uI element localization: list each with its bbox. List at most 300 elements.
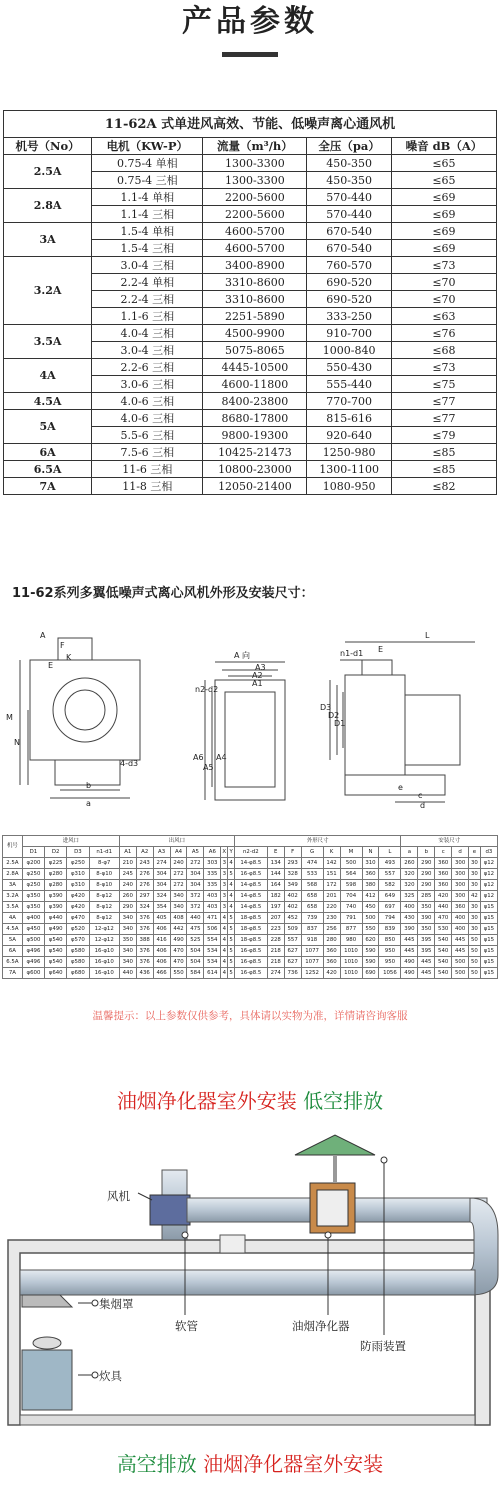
dims-cell: 340 bbox=[119, 924, 136, 935]
spec-cell: 770-700 bbox=[307, 393, 392, 410]
dims-cell: 4 bbox=[228, 880, 235, 891]
dims-cell: φ470 bbox=[67, 913, 89, 924]
spec-row bbox=[4, 478, 497, 495]
dims-cell: 554 bbox=[204, 935, 221, 946]
dims-col-header: N bbox=[362, 847, 379, 858]
dims-col-header: D1 bbox=[22, 847, 44, 858]
fan-housing-side bbox=[345, 675, 405, 775]
dims-cell: 590 bbox=[362, 957, 379, 968]
dims-col-header: D2 bbox=[45, 847, 67, 858]
dims-cell: 8-φ10 bbox=[89, 869, 119, 880]
dims-cell: 740 bbox=[340, 902, 362, 913]
dims-col-header: E bbox=[267, 847, 284, 858]
dims-cell: 5 bbox=[228, 913, 235, 924]
dims-cell: 400 bbox=[452, 924, 469, 935]
dims-cell: 406 bbox=[153, 924, 170, 935]
dims-cell: 540 bbox=[435, 957, 452, 968]
dims-cell: 400 bbox=[452, 913, 469, 924]
spec-cell: 11-8 三相 bbox=[92, 478, 203, 495]
spec-cell: ≤77 bbox=[391, 393, 496, 410]
dims-cell: 4A bbox=[3, 913, 23, 924]
spec-cell: 12050-21400 bbox=[203, 478, 307, 495]
installation-diagram bbox=[0, 1125, 500, 1445]
stove bbox=[22, 1350, 72, 1410]
dims-cell: 8-φ7 bbox=[89, 858, 119, 869]
spec-cell: 670-540 bbox=[307, 223, 392, 240]
dims-cell: 470 bbox=[435, 913, 452, 924]
dim-label-D1: D1 bbox=[334, 719, 346, 728]
dims-cell: 276 bbox=[136, 869, 153, 880]
spec-cell: ≤69 bbox=[391, 223, 496, 240]
spec-cell: 4.0-6 三相 bbox=[92, 393, 203, 410]
spec-cell: ≤79 bbox=[391, 427, 496, 444]
dims-cell: 950 bbox=[379, 957, 401, 968]
dims-cell: 598 bbox=[340, 880, 362, 891]
dims-cell: φ390 bbox=[45, 891, 67, 902]
dims-cell: φ15 bbox=[480, 902, 497, 913]
dims-cell: 620 bbox=[362, 935, 379, 946]
spec-row bbox=[4, 223, 497, 240]
dims-cell: φ250 bbox=[22, 869, 44, 880]
dims-cell: 14-φ8.5 bbox=[234, 891, 267, 902]
spec-cell: 1300-3300 bbox=[203, 155, 307, 172]
dims-cell: 4 bbox=[221, 957, 228, 968]
dims-cell: 4 bbox=[221, 913, 228, 924]
fan-housing-front bbox=[30, 660, 140, 760]
dims-cell: 18-φ8.5 bbox=[234, 924, 267, 935]
dims-cell: 403 bbox=[204, 902, 221, 913]
dim-label-L: L bbox=[425, 631, 430, 640]
rain-cap bbox=[295, 1135, 375, 1155]
dims-cell: φ15 bbox=[480, 913, 497, 924]
dim-label-A3: A3 bbox=[255, 663, 266, 672]
dim-label-D2: D2 bbox=[328, 711, 340, 720]
dims-cell: 402 bbox=[284, 891, 301, 902]
dims-cell: 534 bbox=[204, 946, 221, 957]
spec-cell: 1250-980 bbox=[307, 444, 392, 461]
dims-cell: 340 bbox=[119, 913, 136, 924]
dims-cell: φ496 bbox=[22, 957, 44, 968]
dims-cell: 164 bbox=[267, 880, 284, 891]
dims-cell: 8-φ10 bbox=[89, 880, 119, 891]
dims-cell: 30 bbox=[469, 880, 481, 891]
dims-cell: φ390 bbox=[45, 902, 67, 913]
dims-cell: φ400 bbox=[22, 913, 44, 924]
dims-cell: φ12 bbox=[480, 869, 497, 880]
dims-cell: 530 bbox=[435, 924, 452, 935]
dims-col-header: n1-d1 bbox=[89, 847, 119, 858]
spec-cell: 1000-840 bbox=[307, 342, 392, 359]
spec-cell: 4600-5700 bbox=[203, 240, 307, 257]
spec-cell: 3.0-6 三相 bbox=[92, 376, 203, 393]
spec-cell: 4.0-4 三相 bbox=[92, 325, 203, 342]
spec-cell: 0.75-4 三相 bbox=[92, 172, 203, 189]
spec-cell: 9800-19300 bbox=[203, 427, 307, 444]
spec-cell: 450-350 bbox=[307, 155, 392, 172]
dim-label-N: N bbox=[14, 738, 20, 747]
dims-cell: φ420 bbox=[67, 891, 89, 902]
dims-cell: 14-φ8.5 bbox=[234, 858, 267, 869]
dims-cell: 1252 bbox=[301, 968, 323, 979]
spec-cell: 760-570 bbox=[307, 257, 392, 274]
dims-cell: 584 bbox=[187, 968, 204, 979]
spec-row bbox=[4, 257, 497, 274]
spec-col-header: 电机（KW-P） bbox=[92, 138, 203, 155]
spec-cell: 3.0-4 三相 bbox=[92, 257, 203, 274]
dims-cell: 304 bbox=[153, 869, 170, 880]
dims-cell: 245 bbox=[119, 869, 136, 880]
dims-cell: 349 bbox=[284, 880, 301, 891]
spec-cell: 4600-5700 bbox=[203, 223, 307, 240]
section-dimensions-title: 11-62系列多翼低噪声式离心风机外形及安装尺寸： bbox=[12, 586, 314, 601]
spec-cell: 1300-1100 bbox=[307, 461, 392, 478]
dims-cell: φ490 bbox=[45, 924, 67, 935]
spec-cell: 5075-8065 bbox=[203, 342, 307, 359]
dims-cell: 430 bbox=[401, 913, 418, 924]
dims-cell: 390 bbox=[401, 924, 418, 935]
spec-cell: 8680-17800 bbox=[203, 410, 307, 427]
dims-cell: 440 bbox=[119, 968, 136, 979]
impeller-circle bbox=[53, 678, 117, 742]
dim-label-D3: D3 bbox=[320, 703, 332, 712]
dims-cell: 8-φ12 bbox=[89, 902, 119, 913]
dims-cell: 340 bbox=[119, 946, 136, 957]
spec-cell: 3310-8600 bbox=[203, 291, 307, 308]
dims-col-header: A6 bbox=[204, 847, 221, 858]
dims-cell: 360 bbox=[323, 946, 340, 957]
dims-cell: 210 bbox=[119, 858, 136, 869]
spec-cell: 1300-3300 bbox=[203, 172, 307, 189]
spec-cell: 450-350 bbox=[307, 172, 392, 189]
caption-top-green: 低空排放 bbox=[303, 1089, 384, 1113]
label-rain-device: 防雨装置 bbox=[360, 1339, 406, 1353]
dims-group-header: 安装尺寸 bbox=[401, 836, 498, 847]
spec-cell: 8400-23800 bbox=[203, 393, 307, 410]
dims-cell: 12-φ12 bbox=[89, 924, 119, 935]
dims-cell: 220 bbox=[323, 902, 340, 913]
dims-col-header: K bbox=[323, 847, 340, 858]
dims-cell: 360 bbox=[435, 880, 452, 891]
dims-cell: 197 bbox=[267, 902, 284, 913]
dims-cell: 30 bbox=[469, 924, 481, 935]
dims-cell: 256 bbox=[323, 924, 340, 935]
dims-cell: 320 bbox=[401, 869, 418, 880]
base-side bbox=[345, 775, 445, 795]
dims-cell: 300 bbox=[452, 869, 469, 880]
dims-cell: 794 bbox=[379, 913, 401, 924]
spec-model-no: 6.5A bbox=[4, 461, 92, 478]
spec-cell: 690-520 bbox=[307, 291, 392, 308]
dims-cell: 490 bbox=[401, 968, 418, 979]
spec-cell: ≤70 bbox=[391, 274, 496, 291]
spec-title-row bbox=[4, 111, 497, 138]
spec-model-no: 7A bbox=[4, 478, 92, 495]
dim-label-A4: A4 bbox=[216, 753, 227, 762]
dims-cell: 564 bbox=[340, 869, 362, 880]
dims-header-row bbox=[3, 847, 498, 858]
dims-cell: 540 bbox=[435, 968, 452, 979]
dims-cell: 3 bbox=[221, 902, 228, 913]
spec-cell: 1.1-6 三相 bbox=[92, 308, 203, 325]
dims-cell: φ350 bbox=[22, 891, 44, 902]
dims-cell: 533 bbox=[301, 869, 323, 880]
dims-cell: 290 bbox=[418, 880, 435, 891]
dims-cell: 300 bbox=[452, 880, 469, 891]
dims-cell: 420 bbox=[323, 968, 340, 979]
dims-cell: 839 bbox=[379, 924, 401, 935]
dims-cell: φ680 bbox=[67, 968, 89, 979]
dims-cell: 1010 bbox=[340, 968, 362, 979]
dims-cell: 736 bbox=[284, 968, 301, 979]
spec-cell: 920-640 bbox=[307, 427, 392, 444]
dims-cell: 4 bbox=[221, 935, 228, 946]
dims-cell: 918 bbox=[301, 935, 323, 946]
dims-cell: φ280 bbox=[45, 880, 67, 891]
dims-cell: 50 bbox=[469, 946, 481, 957]
dims-group-header: 外形尺寸 bbox=[234, 836, 401, 847]
motor-side bbox=[405, 695, 460, 765]
dims-cell: 408 bbox=[170, 913, 187, 924]
dims-cell: φ12 bbox=[480, 891, 497, 902]
dims-col-header: G bbox=[301, 847, 323, 858]
spec-cell: 10425-21473 bbox=[203, 444, 307, 461]
dims-cell: 5A bbox=[3, 935, 23, 946]
dims-cell: 445 bbox=[418, 968, 435, 979]
dims-cell: 18-φ8.5 bbox=[234, 913, 267, 924]
dims-cell: 412 bbox=[362, 891, 379, 902]
dims-cell: 452 bbox=[284, 913, 301, 924]
dims-cell: 380 bbox=[362, 880, 379, 891]
spec-cell: 1.5-4 三相 bbox=[92, 240, 203, 257]
dims-col-header: A3 bbox=[153, 847, 170, 858]
dims-cell: 304 bbox=[187, 869, 204, 880]
dims-cell: 950 bbox=[379, 946, 401, 957]
dims-cell: 403 bbox=[204, 891, 221, 902]
dims-cell: φ250 bbox=[22, 880, 44, 891]
dims-cell: φ350 bbox=[22, 902, 44, 913]
caption-bottom-green: 高空排放 bbox=[116, 1452, 197, 1476]
dims-cell: φ310 bbox=[67, 880, 89, 891]
dims-group-row bbox=[3, 836, 498, 847]
dims-cell: 445 bbox=[418, 957, 435, 968]
spec-cell: 1.5-4 单相 bbox=[92, 223, 203, 240]
dim-label-K: K bbox=[66, 653, 72, 662]
caption-top-red: 油烟净化器室外安装 bbox=[116, 1089, 297, 1113]
dims-cell: φ420 bbox=[67, 902, 89, 913]
dims-cell: 390 bbox=[418, 913, 435, 924]
dims-cell: 16-φ8.5 bbox=[234, 869, 267, 880]
dims-cell: 557 bbox=[284, 935, 301, 946]
dims-col-header: a bbox=[401, 847, 418, 858]
dims-cell: 471 bbox=[204, 913, 221, 924]
dims-cell: φ225 bbox=[45, 858, 67, 869]
spec-cell: 1.1-4 三相 bbox=[92, 206, 203, 223]
dim-label-A6: A6 bbox=[193, 753, 204, 762]
dims-cell: φ540 bbox=[45, 946, 67, 957]
dims-cell: 18-φ8.5 bbox=[234, 935, 267, 946]
dims-cell: 504 bbox=[187, 946, 204, 957]
dims-cell: 376 bbox=[136, 946, 153, 957]
spec-cell: ≤70 bbox=[391, 291, 496, 308]
dims-cell: 400 bbox=[401, 902, 418, 913]
spec-cell: ≤73 bbox=[391, 359, 496, 376]
dims-cell: 30 bbox=[469, 902, 481, 913]
dims-col-header: b bbox=[418, 847, 435, 858]
dims-cell: 5 bbox=[228, 924, 235, 935]
spec-cell: 815-616 bbox=[307, 410, 392, 427]
spec-header-row bbox=[4, 138, 497, 155]
spec-cell: ≤75 bbox=[391, 376, 496, 393]
dims-col-header: A1 bbox=[119, 847, 136, 858]
dims-cell: 350 bbox=[418, 902, 435, 913]
dims-cell: 627 bbox=[284, 957, 301, 968]
spec-cell: 690-520 bbox=[307, 274, 392, 291]
dims-cell: 470 bbox=[170, 946, 187, 957]
dims-cell: 50 bbox=[469, 968, 481, 979]
dims-cell: φ15 bbox=[480, 957, 497, 968]
spec-model-no: 3.2A bbox=[4, 257, 92, 325]
dims-cell: 445 bbox=[452, 935, 469, 946]
dims-cell: 697 bbox=[379, 902, 401, 913]
dims-row bbox=[3, 902, 498, 913]
dims-cell: 416 bbox=[153, 935, 170, 946]
spec-cell: 4445-10500 bbox=[203, 359, 307, 376]
dims-cell: 445 bbox=[401, 946, 418, 957]
dims-cell: 335 bbox=[204, 880, 221, 891]
dims-cell: 272 bbox=[170, 880, 187, 891]
dims-cell: 350 bbox=[418, 924, 435, 935]
dims-cell: φ280 bbox=[45, 869, 67, 880]
dims-cell: 445 bbox=[401, 935, 418, 946]
spec-cell: 555-440 bbox=[307, 376, 392, 393]
dims-cell: 240 bbox=[170, 858, 187, 869]
dims-cell: 614 bbox=[204, 968, 221, 979]
spec-row bbox=[4, 444, 497, 461]
dims-cell: 490 bbox=[401, 957, 418, 968]
dims-col-header: n2-d2 bbox=[234, 847, 267, 858]
spec-cell: ≤76 bbox=[391, 325, 496, 342]
spec-row bbox=[4, 410, 497, 427]
dims-cell: 290 bbox=[119, 902, 136, 913]
dims-cell: 649 bbox=[379, 891, 401, 902]
dims-cell: φ580 bbox=[67, 957, 89, 968]
spec-col-header: 机号（No） bbox=[4, 138, 92, 155]
dims-cell: 4 bbox=[228, 891, 235, 902]
dims-cell: 376 bbox=[136, 913, 153, 924]
dims-cell: 4 bbox=[221, 968, 228, 979]
caption-bottom-red: 油烟净化器室外安装 bbox=[203, 1452, 384, 1476]
spec-cell: 2.2-4 单相 bbox=[92, 274, 203, 291]
dims-cell: 540 bbox=[435, 935, 452, 946]
spec-model-no: 3A bbox=[4, 223, 92, 257]
dims-col-header: A4 bbox=[170, 847, 187, 858]
page-title: 产品参数 bbox=[182, 4, 318, 39]
spec-model-no: 2.5A bbox=[4, 155, 92, 189]
spec-cell: 1.1-4 单相 bbox=[92, 189, 203, 206]
dims-col-header: 机号 bbox=[3, 836, 23, 858]
dims-cell: φ496 bbox=[22, 946, 44, 957]
spec-col-header: 噪音 dB（A） bbox=[391, 138, 496, 155]
dims-cell: 500 bbox=[452, 957, 469, 968]
dims-cell: 50 bbox=[469, 957, 481, 968]
dims-cell: 201 bbox=[323, 891, 340, 902]
spec-cell: ≤65 bbox=[391, 155, 496, 172]
dims-cell: 1077 bbox=[301, 946, 323, 957]
dim-label-A1: A1 bbox=[252, 679, 263, 688]
dims-cell: 16-φ10 bbox=[89, 957, 119, 968]
dims-cell: 172 bbox=[323, 880, 340, 891]
dims-cell: 300 bbox=[452, 891, 469, 902]
dims-row bbox=[3, 924, 498, 935]
dims-cell: φ15 bbox=[480, 946, 497, 957]
spec-model-no: 5A bbox=[4, 410, 92, 444]
title-underline bbox=[222, 52, 278, 57]
dims-cell: 223 bbox=[267, 924, 284, 935]
dims-cell: 293 bbox=[284, 858, 301, 869]
spec-cell: ≤77 bbox=[391, 410, 496, 427]
dims-cell: 340 bbox=[170, 902, 187, 913]
dims-cell: 405 bbox=[153, 913, 170, 924]
dims-cell: 218 bbox=[267, 946, 284, 957]
dims-col-header: D3 bbox=[67, 847, 89, 858]
install-caption-top bbox=[0, 1085, 500, 1114]
dims-cell: 8-φ12 bbox=[89, 913, 119, 924]
dim-label-A: A bbox=[40, 631, 46, 640]
dims-cell: 3.5A bbox=[3, 902, 23, 913]
dims-cell: φ570 bbox=[67, 935, 89, 946]
fan-motor bbox=[150, 1195, 190, 1225]
dims-cell: 4 bbox=[228, 858, 235, 869]
dims-cell: 340 bbox=[170, 891, 187, 902]
spec-cell: ≤85 bbox=[391, 461, 496, 478]
spec-table-title: 11-62A 式单进风高效、节能、低噪声离心通风机 bbox=[4, 111, 497, 138]
dims-group-header: 进风口 bbox=[22, 836, 119, 847]
spec-cell: ≤68 bbox=[391, 342, 496, 359]
dim-label-b: b bbox=[86, 781, 92, 790]
spec-cell: 2200-5600 bbox=[203, 206, 307, 223]
dims-cell: 274 bbox=[153, 858, 170, 869]
dims-cell: φ15 bbox=[480, 935, 497, 946]
spec-cell: 550-430 bbox=[307, 359, 392, 376]
dims-cell: 395 bbox=[418, 935, 435, 946]
dimension-table bbox=[2, 835, 498, 979]
dims-cell: 5 bbox=[228, 968, 235, 979]
dims-cell: 506 bbox=[204, 924, 221, 935]
spec-model-no: 3.5A bbox=[4, 325, 92, 359]
dims-cell: 325 bbox=[401, 891, 418, 902]
dims-cell: 3 bbox=[221, 858, 228, 869]
spec-cell: 3400-8900 bbox=[203, 257, 307, 274]
dims-cell: 50 bbox=[469, 935, 481, 946]
label-stove: 炊具 bbox=[99, 1369, 122, 1383]
dims-cell: 304 bbox=[153, 880, 170, 891]
dims-cell: 490 bbox=[170, 935, 187, 946]
dims-cell: 568 bbox=[301, 880, 323, 891]
dims-cell: 300 bbox=[452, 858, 469, 869]
spec-model-no: 4.5A bbox=[4, 393, 92, 410]
spec-cell: 11-6 三相 bbox=[92, 461, 203, 478]
dims-cell: 1056 bbox=[379, 968, 401, 979]
spec-cell: 1080-950 bbox=[307, 478, 392, 495]
dims-cell: 3 bbox=[221, 869, 228, 880]
dims-row bbox=[3, 946, 498, 957]
spec-cell: 570-440 bbox=[307, 206, 392, 223]
spec-cell: 0.75-4 单相 bbox=[92, 155, 203, 172]
dims-cell: 2.5A bbox=[3, 858, 23, 869]
dims-cell: φ640 bbox=[45, 968, 67, 979]
dims-cell: 3A bbox=[3, 880, 23, 891]
dims-cell: 340 bbox=[119, 957, 136, 968]
